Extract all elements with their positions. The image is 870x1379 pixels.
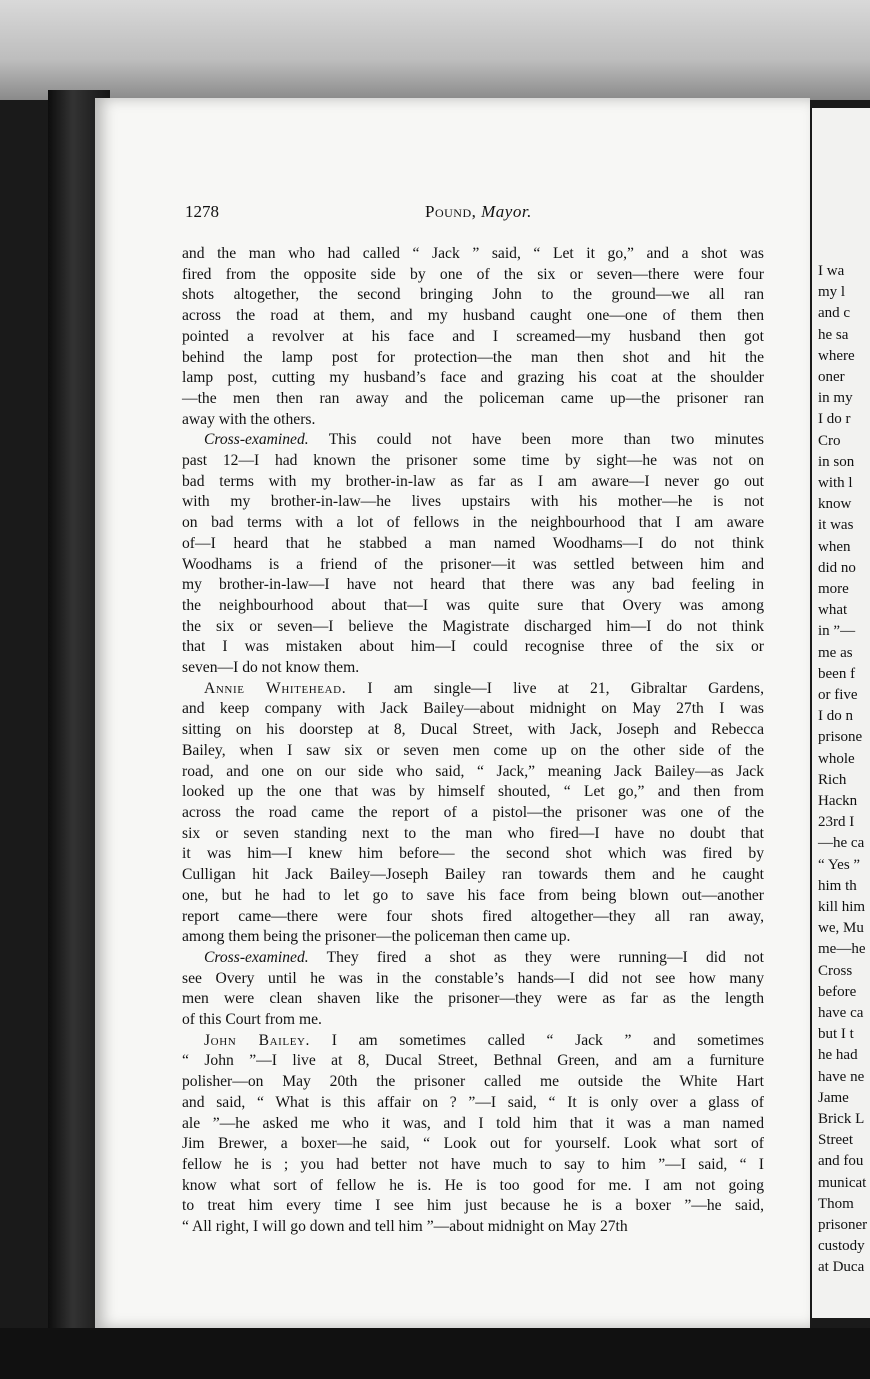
text-line: Jim Brewer, a boxer—he said, “ Look out for yourself. Look what sort of xyxy=(182,1135,764,1153)
facing-page-fragment: me as xyxy=(818,644,853,661)
facing-page-fragment: he sa xyxy=(818,326,849,343)
facing-page-fragment: Cro xyxy=(818,432,841,449)
facing-page-fragment: —he ca xyxy=(818,835,865,852)
facing-page-fragment: and c xyxy=(818,305,851,322)
text-line: Annie Whitehead. I am single—I live at 21, Gibraltar Gardens, xyxy=(204,679,764,697)
witness-name: John Bailey. xyxy=(204,1031,311,1049)
facing-page-fragment: I do n xyxy=(818,708,853,725)
facing-page-fragment: where xyxy=(818,347,855,364)
text-line: across the road came the report of a pistol—the prisoner was one of the xyxy=(182,803,764,821)
text-line: sitting on his doorstep at 8, Ducal Street, with Jack, Joseph and Rebecca xyxy=(182,721,764,739)
text-line: away with the others. xyxy=(182,410,316,428)
text-line: on bad terms with a lot of fellows in the neighbourhood that I am aware xyxy=(182,514,764,532)
text-line: of—I heard that he stabbed a man named Woodhams—I do not think xyxy=(182,534,764,552)
text-line: polisher—on May 20th the prisoner called me outside the White Hart xyxy=(182,1073,764,1091)
text-line: Cross-examined. They fired a shot as they were running—I did not xyxy=(204,948,764,966)
text-line: to treat him every time I see him just because he is a boxer ”—he said, xyxy=(182,1197,764,1215)
text-line: ale ”—he asked me who it was, and I told him that it was a man named xyxy=(182,1114,764,1132)
facing-page-fragment: 23rd I xyxy=(818,814,855,831)
text-line: past 12—I had known the prisoner some time by sight—he was not on xyxy=(182,452,764,470)
facing-page-fragment: in ”— xyxy=(818,623,856,640)
paragraph-witness xyxy=(182,1031,764,1238)
facing-page-fragment: Thom xyxy=(818,1195,854,1212)
text-line: and the man who had called “ Jack ” said, “ Let it go,” and a shot was xyxy=(182,245,764,262)
facing-page-fragment: oner xyxy=(818,369,845,385)
facing-page-fragment: him th xyxy=(818,877,857,894)
running-head-name: Pound, xyxy=(425,202,477,221)
text-line: report came—there were four shots fired altogether—they all ran away, xyxy=(182,907,764,925)
facing-page-fragment: did no xyxy=(818,559,856,576)
text-line: fired from the opposite side by one of the six or seven—there were four xyxy=(182,265,764,283)
facing-page-edge xyxy=(812,108,870,1318)
text-line: six or seven standing next to the man who fired—I have no doubt that xyxy=(182,824,764,842)
page-number: 1278 xyxy=(185,202,219,221)
text-line: John Bailey. I am sometimes called “ Jack ” and sometimes xyxy=(204,1031,764,1049)
facing-page-fragment: in my xyxy=(818,390,853,407)
cross-examined-label: Cross-examined. xyxy=(204,948,309,966)
text-line: see Overy until he was in the constable’s hands—I did not see how many xyxy=(182,969,764,987)
facing-page-fragment: prisoner xyxy=(818,1217,868,1233)
facing-page-fragment: me—he xyxy=(818,941,866,958)
paragraph-cont xyxy=(182,244,764,430)
text-line: and keep company with Jack Bailey—about midnight on May 27th I was xyxy=(182,700,764,718)
text-line: across the road at them, and my husband caught one—one of them then xyxy=(182,307,764,325)
facing-page-fragment: know xyxy=(818,496,852,513)
facing-page-fragment: I do r xyxy=(818,411,851,428)
facing-page-fragment: and fou xyxy=(818,1153,864,1170)
text-line: the neighbourhood about that—I was quite sure that Overy was among xyxy=(182,596,764,614)
facing-page-fragment: more xyxy=(818,581,849,597)
text-line: bad terms with my brother-in-law as far as I am aware—I never go out xyxy=(182,472,764,490)
facing-page-fragment: custody xyxy=(818,1238,865,1255)
paragraph-cross xyxy=(182,430,764,678)
text-line: Bailey, when I saw six or seven men come up on the other side of the xyxy=(182,741,764,759)
text-line: shots altogether, the second bringing John to the ground—we all ran xyxy=(182,286,764,304)
text-line: Cross-examined. This could not have been more than two minutes xyxy=(204,431,764,449)
text-line: “ John ”—I live at 8, Ducal Street, Bethnal Green, and am a furniture xyxy=(182,1052,764,1070)
facing-page-fragment: what xyxy=(818,602,848,619)
running-head-title: Mayor. xyxy=(481,202,532,221)
facing-page-fragment: have ca xyxy=(818,1005,864,1021)
cross-examined-label: Cross-examined. xyxy=(204,431,309,449)
text-line: men were clean shaven like the prisoner—they were as far as the length xyxy=(182,990,764,1008)
text-line: that I was mistaken about him—I could recognise three of the six or xyxy=(182,638,764,656)
facing-page-fragment: been f xyxy=(818,665,856,682)
facing-page-fragment: when xyxy=(818,538,851,555)
running-head xyxy=(425,202,532,222)
page-header xyxy=(185,202,805,226)
facing-page-fragment: whole xyxy=(818,750,855,767)
text-line: “ All right, I will go down and tell him ”—about midnight on May 27th xyxy=(182,1218,628,1236)
text-line: it was him—I knew him before— the second shot which was fired by xyxy=(182,845,764,863)
facing-page-fragment: “ Yes ” xyxy=(818,856,861,873)
text-line: fellow he is ; you had better not have much to say to him ”—I said, “ I xyxy=(182,1155,764,1173)
facing-page-fragment: I wa xyxy=(818,263,845,279)
facing-page-fragment: he had xyxy=(818,1047,858,1064)
facing-page-fragment: before xyxy=(818,983,857,1000)
facing-page-fragment: it was xyxy=(818,517,854,534)
text-line: my brother-in-law—I have not heard that there was any bad feeling in xyxy=(182,576,764,594)
facing-page-fragment: but I t xyxy=(818,1026,854,1043)
text-line: pointed a revolver at his face and I screamed—my husband then got xyxy=(182,327,764,345)
facing-page-fragment: at Duca xyxy=(818,1259,865,1276)
text-line: with my brother-in-law—he lives upstairs with his mother—he is not xyxy=(182,493,764,511)
text-line: behind the lamp post for protection—the man then shot and hit the xyxy=(182,348,764,366)
text-line: lamp post, cutting my husband’s face and grazing his coat at the shoulder xyxy=(182,369,764,387)
text-line: among them being the prisoner—the policeman then came up. xyxy=(182,928,571,946)
text-line: Culligan hit Jack Bailey—Joseph Bailey ran towards them and he caught xyxy=(182,866,764,884)
text-line: know what sort of fellow he is. He is too good for me. I am not going xyxy=(182,1176,764,1194)
text-line: of this Court from me. xyxy=(182,1011,322,1029)
facing-page-fragment: Rich xyxy=(818,771,847,788)
scan-background-top xyxy=(0,0,870,100)
facing-page-fragment: prisone xyxy=(818,729,863,746)
text-line: seven—I do not know them. xyxy=(182,659,360,677)
facing-page-fragment: Jame xyxy=(818,1089,849,1106)
paragraph-cross xyxy=(182,948,764,1031)
facing-page-fragment: Brick L xyxy=(818,1111,865,1127)
facing-page-fragment: municat xyxy=(818,1174,867,1191)
facing-page-fragment: Cross xyxy=(818,962,853,979)
text-line: —the men then ran away and the policeman came up—the prisoner ran xyxy=(182,389,764,407)
witness-name: Annie Whitehead. xyxy=(204,679,347,697)
scan-background-bottom xyxy=(0,1328,870,1379)
facing-page-fragment: Street xyxy=(818,1132,853,1149)
facing-page-fragment: kill him xyxy=(818,899,866,915)
text-line: and said, “ What is this affair on ? ”—I said, “ It is only over a glass of xyxy=(182,1093,764,1111)
facing-page-fragment: my l xyxy=(818,284,846,301)
facing-page-fragment: have ne xyxy=(818,1068,865,1085)
text-line: one, but he had to let go to save his face from being blown out—another xyxy=(182,886,764,904)
text-line: the six or seven—I believe the Magistrate discharged him—I do not think xyxy=(182,617,764,635)
facing-page-fragment: Hackn xyxy=(818,793,858,809)
text-line: Woodhams is a friend of the prisoner—it was settled between him and xyxy=(182,555,764,573)
facing-page-fragment: with l xyxy=(818,475,853,491)
text-line: road, and one on our side who said, “ Jack,” meaning Jack Bailey—as Jack xyxy=(182,762,764,780)
facing-page-fragment: or five xyxy=(818,687,858,703)
facing-page-fragment: in son xyxy=(818,453,855,470)
facing-page-fragment: we, Mu xyxy=(818,920,864,937)
testimony-text xyxy=(182,244,764,1238)
paragraph-witness xyxy=(182,679,764,948)
text-line: looked up the one that was by himself shouted, “ Let go,” and then from xyxy=(182,783,764,801)
